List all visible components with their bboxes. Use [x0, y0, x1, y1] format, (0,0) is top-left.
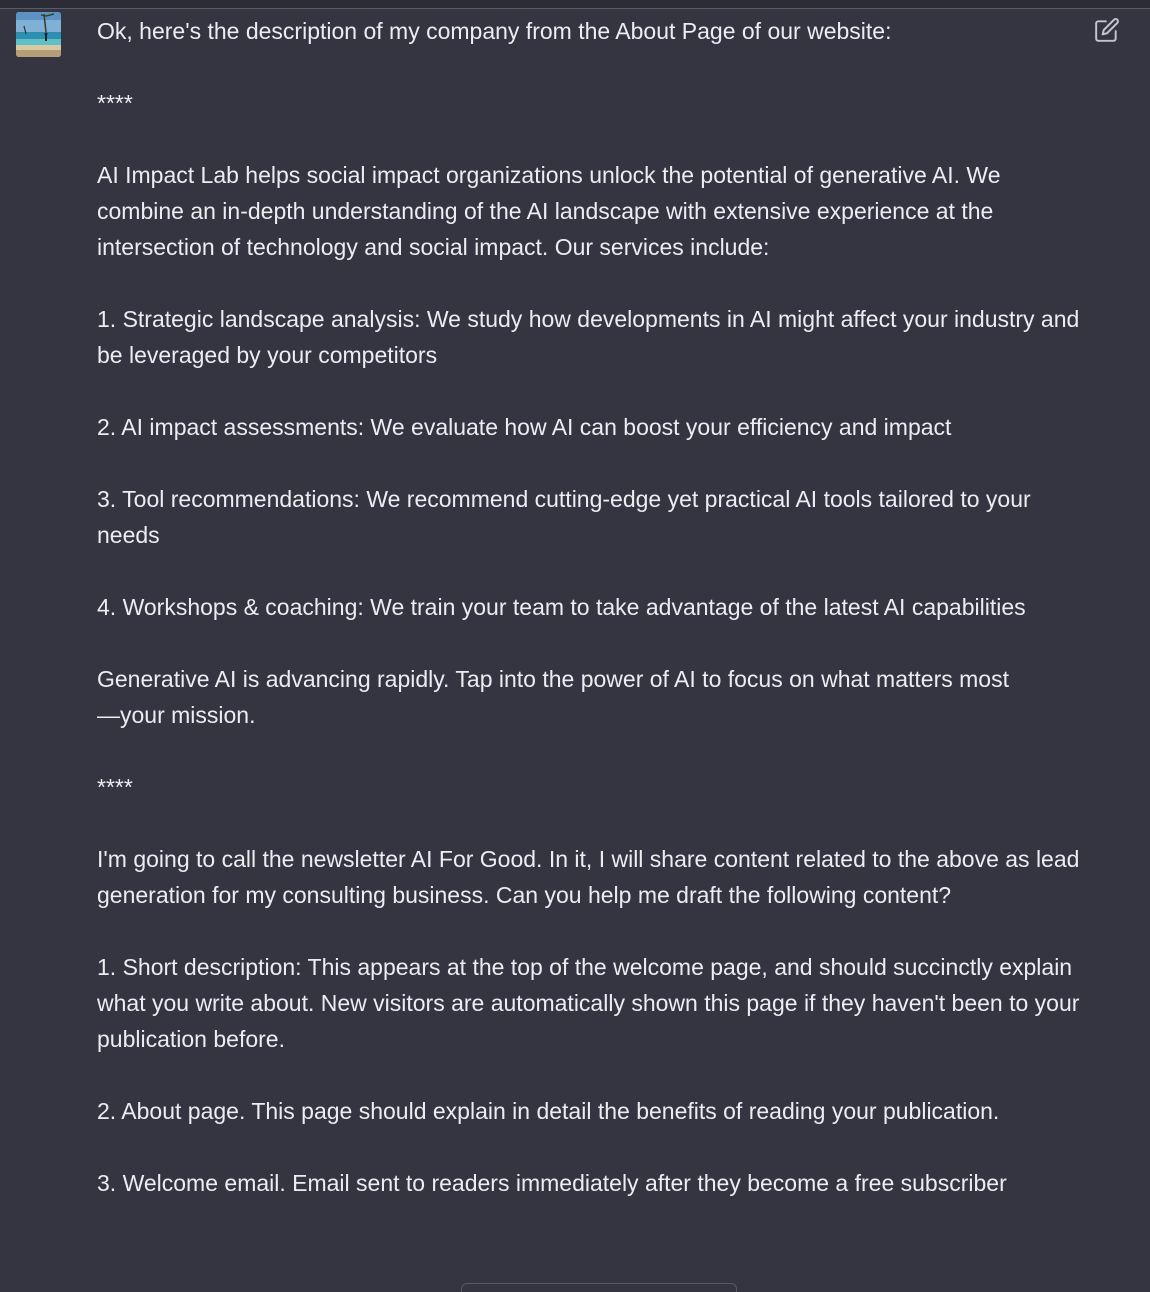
user-message-text: Ok, here's the description of my company from the About Page of our website: **** AI Impact Lab helps social impact organizations unlock the potential of generative AI. We combine an in-depth understanding of the AI landscape with extensive experience at the intersection of technology and social impact. Our services include: 1. Strategic landscape analysis: We study how developments in AI might affect your industry and be leveraged by your competitors 2. AI impact assessments: We evaluate how AI can boost your efficiency and impact 3. Tool recommendations: We recommend cutting-edge yet practical AI tools tailored to your needs 4. Workshops & coaching: We train your team to take advantage of the latest AI capabilities Generative AI is advancing rapidly. Tap into the power of AI to focus on what matters most —your mission. **** I'm going to call the newsletter AI For Good. In it, I will share content related to the above as lead generation for my consulting business. Can you help me draft the following content? 1. Short description: This appears at the top of the welcome page, and should succinctly explain what you write about. New visitors are automatically shown this page if they haven't been to your publication before. 2. About page. This page should explain in detail the benefits of reading your publication. 3. Welcome email. Email sent to readers immediately after they become a free subscriber	[97, 18, 1080, 1196]
beach-photo-avatar-icon	[16, 12, 61, 57]
scroll-to-bottom-button[interactable]	[461, 1283, 737, 1292]
top-divider	[0, 0, 1150, 9]
edit-pencil-icon	[1094, 17, 1120, 43]
user-avatar	[16, 12, 61, 57]
edit-message-button[interactable]	[1094, 17, 1120, 43]
